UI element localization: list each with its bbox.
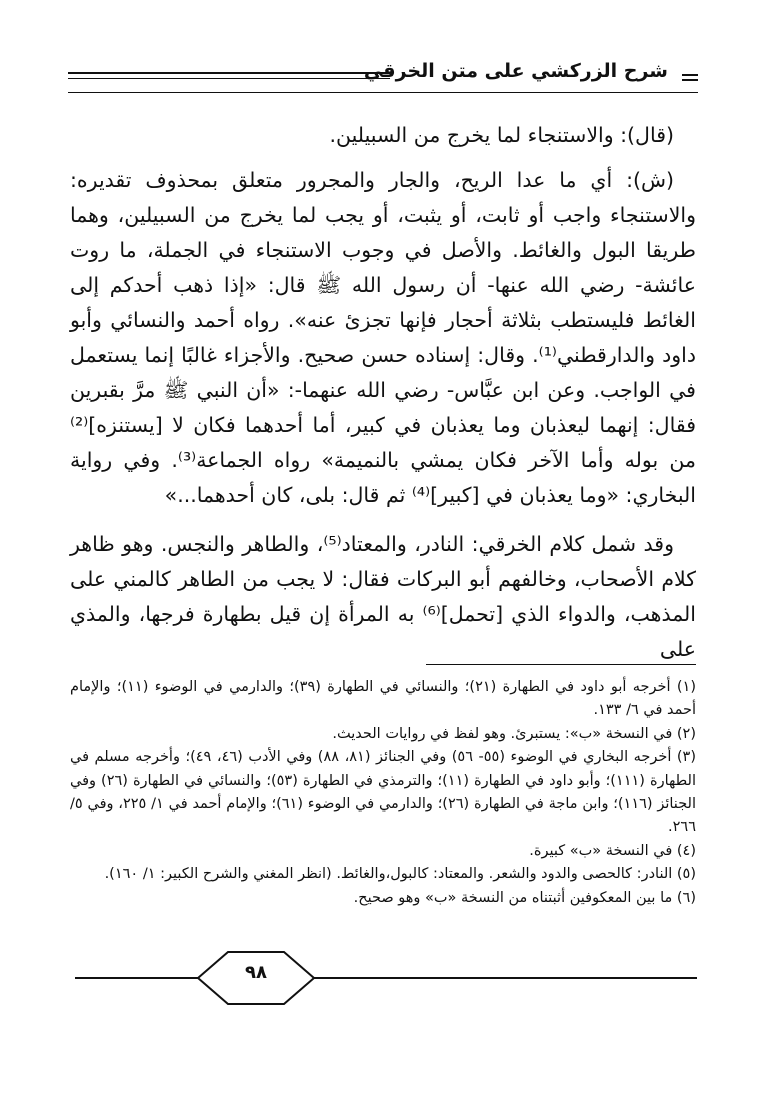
footnote-6: (٦) ما بين المعكوفين أثبتناه من النسخة «ب» وهو صحيح. <box>353 889 696 906</box>
page-number: ٩٨ <box>245 962 267 983</box>
footnote-2: (٢) في النسخة «ب»: يستبرئ. وهو لفظ في روايات الحديث. <box>332 725 696 742</box>
commentary-paragraph-continued: وقد شمل كلام الخرقي: النادر، والمعتاد⁽⁵⁾، والطاهر والنجس. وهو ظاهر كلام الأصحاب، وخالفهم أبو البركات فقال: لا يجب من الطاهر كالمني على المذهب، والدواء الذي [تحمل]⁽⁶⁾ به المرأة إن قيل بطهارة فرجها، والمذي على <box>70 532 696 661</box>
commentary-paragraph: (ش): أي ما عدا الريح، والجار والمجرور متعلق بمحذوف تقديره: والاستنجاء واجب أو ثابت، أو يثبت، أو يجب لما يخرج من السبيلين، وهما طريقا البول والغائط. والأصل في وجوب الاستنجاء في الجملة، ما روت عائشة- رضي الله عنها- أن رسول الله ﷺ قال: «إذا ذهب أحدكم إلى الغائط فليستطب بثلاثة أحجار فإنها تجزئ عنه». رواه أحمد والنسائي وأبو داود والدارقطني⁽¹⁾. وقال: إسناده حسن صحيح. والأجزاء غالبًا إنما يستعمل في الواجب. وعن ابن عبَّاس- رضي الله عنهما-: «أن النبي ﷺ مرَّ بقبرين فقال: إنهما ليعذبان وما يعذبان في كبير، أما أحدهما فكان لا [يستنزه]⁽²⁾ من بوله وأما الآخر فكان يمشي بالنميمة» رواه الجماعة⁽³⁾. وفي رواية البخاري: «وما يعذبان في [كبير]⁽⁴⁾ ثم قال: بلى، كان أحدهما...» <box>70 168 696 507</box>
footnote-separator <box>426 664 696 665</box>
header-rule <box>68 72 390 79</box>
header-underline <box>68 92 698 93</box>
footnote-1: (١) أخرجه أبو داود في الطهارة (٢١)؛ والنسائي في الطهارة (٣٩)؛ والدارمي في الوضوء (١١)؛ والإمام أحمد في ٦/ ١٣٣. <box>70 679 696 719</box>
book-title: شرح الزركشي على متن الخرقي <box>363 60 668 82</box>
header-ornament <box>682 74 698 81</box>
matn-paragraph: (قال): والاستنجاء لما يخرج من السبيلين. <box>329 123 674 147</box>
footnote-3: (٣) أخرجه البخاري في الوضوء (٥٥- ٥٦) وفي الجنائز (٨١، ٨٨) وفي الأدب (٤٦، ٤٩)؛ وأخرجه مسلم في الطهارة (١١١)؛ وأبو داود في الطهارة (١١)؛ والترمذي في الطهارة (٥٣)؛ والنسائي في الطهارة (٢٦) وفي الجنائز (١١٦)؛ وابن ماجة في الطهارة (٢٦)؛ والدارمي في الوضوء (٦١)؛ والإمام أحمد في ١/ ٢٢٥، وفي ٥/ ٢٦٦. <box>70 749 697 836</box>
footnotes <box>70 676 696 910</box>
footnote-5: (٥) النادر: كالحصى والدود والشعر. والمعتاد: كالبول،والغائط. (انظر المغني والشرح الكبير: ١/ ١٦٠). <box>104 866 696 883</box>
footer-rule <box>75 977 697 979</box>
footnote-4: (٤) في النسخة «ب» كبيرة. <box>529 842 696 859</box>
page-number-ornament <box>75 948 697 1008</box>
running-header <box>68 58 698 98</box>
main-text <box>70 118 696 667</box>
